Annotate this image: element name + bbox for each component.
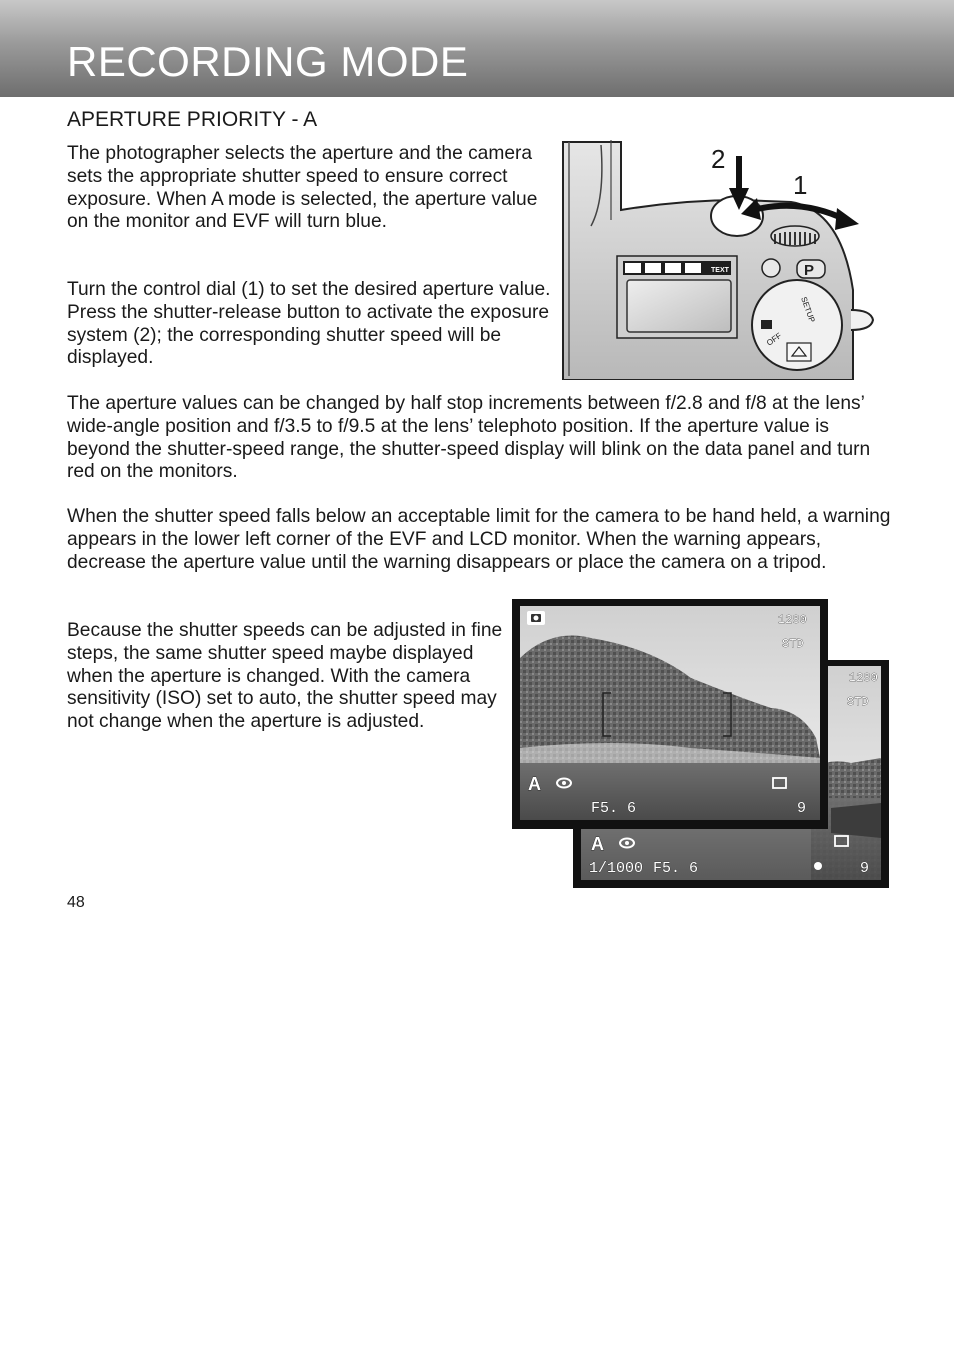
paragraph-control-dial: Turn the control dial (1) to set the desired aperture value. Press the shutter-release button to activate the exposure system (2); the corresponding shutter speed will be displayed. bbox=[67, 279, 551, 369]
svg-text:P: P bbox=[804, 262, 815, 279]
back-mode: A bbox=[591, 834, 604, 854]
back-aperture: F5. 6 bbox=[653, 860, 699, 877]
monitor-front-screen bbox=[512, 599, 828, 829]
data-panel bbox=[617, 256, 737, 338]
page-number: 48 bbox=[67, 894, 85, 911]
function-button bbox=[762, 259, 780, 277]
landscape-icon bbox=[665, 263, 681, 273]
monitor-display-illustration bbox=[511, 598, 891, 890]
header-band bbox=[0, 0, 954, 97]
text-mode-icon: TEXT bbox=[711, 267, 729, 274]
dial-off-label: OFF bbox=[764, 331, 784, 348]
paragraph-aperture-range: The aperture values can be changed by half stop increments between f/2.8 and f/8 at the lens’ wide-angle position and f/3.5 to f/9.5 at the lens’ telephoto position. If the aperture value is beyond the shutter-speed range, the shutter-speed display will blink on the data panel and turn red on the monitors. bbox=[67, 393, 871, 483]
section-title: APERTURE PRIORITY - A bbox=[67, 108, 318, 131]
dial-setup-label: SETUP bbox=[799, 295, 817, 324]
label-shutter-release: 2 bbox=[711, 144, 726, 174]
paragraph-shake-warning: When the shutter speed falls below an acceptable limit for the camera to be hand held, a warning appears in the lower left corner of the EVF and LCD monitor. When the warning appears, decrease the aperture value until the warning disappears or place the camera on a tripod. bbox=[67, 506, 891, 573]
back-resolution: 1280 bbox=[849, 671, 878, 685]
night-portrait-icon bbox=[685, 263, 701, 273]
portrait-icon bbox=[625, 263, 641, 273]
page-title: RECORDING MODE bbox=[67, 38, 469, 85]
front-frames: 9 bbox=[797, 800, 807, 817]
paragraph-intro: The photographer selects the aperture and the camera sets the appropriate shutter speed to ensure correct exposure. When A mode is selected, the aperture value on the monitor and EVF will turn blue. bbox=[67, 143, 538, 233]
back-shutter: 1/1000 bbox=[589, 860, 644, 877]
front-aperture: F5. 6 bbox=[591, 800, 637, 817]
camera-icon bbox=[527, 611, 545, 625]
focus-indicator-icon bbox=[814, 862, 822, 870]
camera-icon bbox=[761, 320, 772, 329]
front-quality: STD bbox=[782, 637, 804, 651]
front-mode: A bbox=[528, 774, 541, 794]
label-control-dial: 1 bbox=[793, 170, 808, 200]
sports-icon bbox=[645, 263, 661, 273]
paragraph-fine-steps: Because the shutter speeds can be adjusted in fine steps, the same shutter speed maybe displayed when the aperture is changed. With the camera sensitivity (ISO) set to auto, the shutter speed may not change when the aperture is adjusted. bbox=[67, 620, 503, 733]
back-frames: 9 bbox=[860, 860, 870, 877]
back-quality: STD bbox=[847, 695, 869, 709]
front-resolution: 1280 bbox=[778, 613, 807, 627]
control-dial bbox=[771, 226, 819, 246]
program-button bbox=[797, 260, 825, 279]
mode-dial bbox=[752, 280, 842, 370]
camera-top-illustration bbox=[561, 140, 881, 380]
